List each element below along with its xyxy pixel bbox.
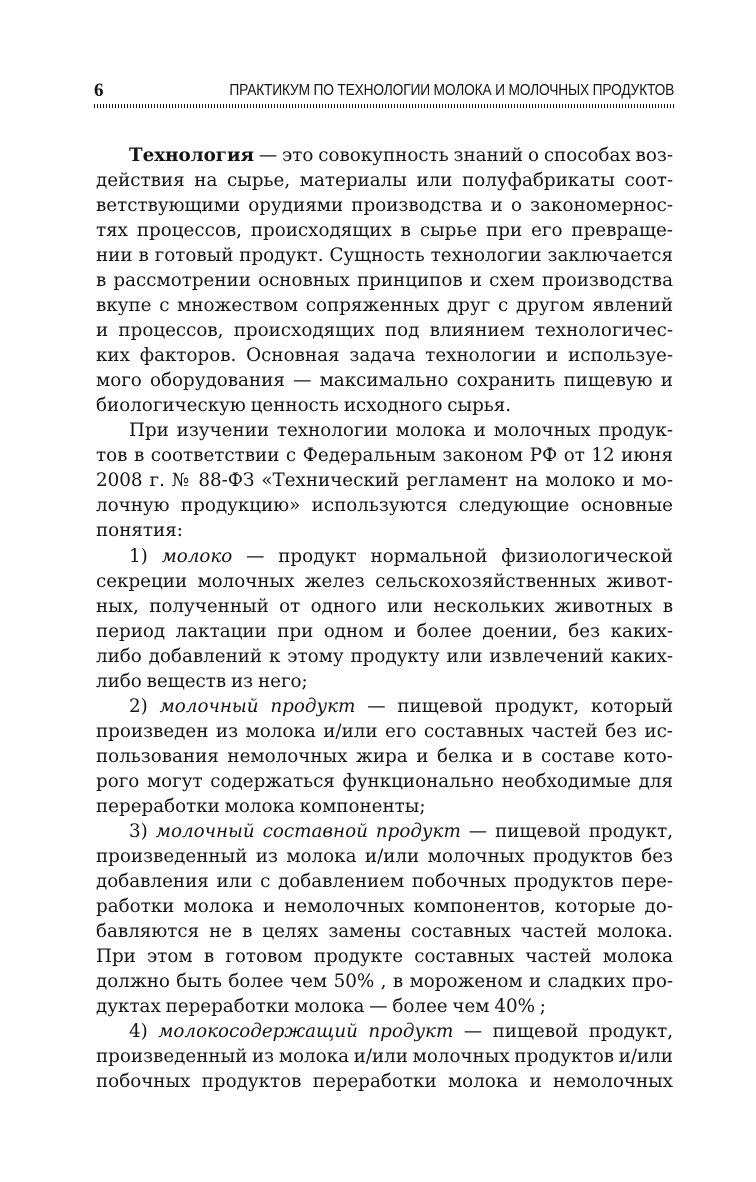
text-line: дуктах переработки молока — более чем 40% ; (96, 996, 546, 1018)
text-line: вкупе с множеством сопряженных друг с другом явлений (96, 295, 673, 317)
text-line: Технология — это совокупность знаний о способах воз- (129, 145, 673, 166)
running-title: ПРАКТИКУМ ПО ТЕХНОЛОГИИ МОЛОКА И МОЛОЧНЫХ ПРОДУКТОВ (229, 82, 674, 99)
text-line: произведенный из молока и/или молочных продуктов без (96, 845, 673, 867)
term-milk: молоко (161, 545, 233, 567)
text-line: рого могут содержаться функционально необходимые для (96, 770, 673, 792)
text-line: секреции молочных желез сельскохозяйственных живот- (96, 570, 673, 592)
text-line: ных, полученный от одного или нескольких животных в (96, 595, 673, 617)
text-line: работки молока и немолочных компонентов, которые до- (96, 895, 673, 917)
term-dairy-product: молочный продукт (159, 695, 356, 717)
text-line: в рассмотрении основных принципов и схем производства (96, 270, 673, 292)
text-line: должно быть более чем 50% , в мороженом и сладких про- (96, 971, 673, 993)
term-milk-containing-product: молокосодержащий продукт (158, 1021, 454, 1043)
text-line: и процессов, происходящих под влиянием технологичес- (96, 320, 673, 342)
list-item-4: 4) молокосодержащий продукт — пищевой продукт, (129, 1021, 674, 1043)
page-number: 6 (94, 80, 104, 101)
text-line: период лактации при одном и более доении, без каких- (96, 620, 673, 642)
term-composite-dairy-product: молочный составной продукт (155, 820, 461, 842)
running-head (94, 80, 674, 102)
term-technology: Технология (129, 145, 255, 166)
text-line: мого оборудования — максимально сохранить пищевую и (96, 370, 673, 392)
text-line: либо веществ из него; (96, 670, 308, 692)
list-item-1: 1) молоко — продукт нормальной физиологической (129, 545, 674, 567)
text-line: биологическую ценность исходного сырья. (96, 395, 512, 417)
text-line: произведен из молока и/или его составных частей без ис- (96, 720, 673, 742)
text-line: либо добавлений к этому продукту или извлечений каких- (96, 645, 673, 667)
list-item-3: 3) молочный составной продукт — пищевой продукт, (129, 820, 674, 842)
page-body (96, 143, 673, 1094)
text-line: произведенный из молока и/или молочных продуктов и/или (96, 1046, 673, 1068)
text-line: При изучении технологии молока и молочных продук- (129, 420, 673, 442)
text-line: переработки молока компоненты; (96, 795, 426, 817)
text-line: ких факторов. Основная задача технологии и используе- (96, 345, 673, 367)
text-line: побочных продуктов переработки молока и немолочных (96, 1071, 673, 1093)
list-item-2: 2) молочный продукт — пищевой продукт, который (129, 695, 674, 717)
text-line: понятия: (96, 520, 183, 542)
text-line: лочную продукцию» используются следующие основные (96, 495, 673, 517)
text-line: пользования немолочных жира и белка и в составе кото- (96, 745, 673, 767)
text-line: действия на сырье, материалы или полуфабрикаты соот- (96, 170, 673, 192)
text-line: ветствующими орудиями производства и о закономернос- (96, 195, 673, 217)
text-line: При этом в готовом продукте составных частей молока (96, 946, 673, 967)
text-line: нии в готовый продукт. Сущность технологии заключается (96, 245, 673, 267)
text-line: тях процессов, происходящих в сырье при его превраще- (96, 220, 673, 242)
text-line: 2008 г. № 88-ФЗ «Технический регламент на молоко и мо- (96, 470, 673, 492)
text-line: тов в соответствии с Федеральным законом РФ от 12 июня (96, 445, 673, 467)
text-line: бавляются не в целях замены составных частей молока. (96, 920, 673, 942)
text-line: добавления или с добавлением побочных продуктов пере- (96, 870, 673, 892)
header-rule (94, 104, 674, 108)
